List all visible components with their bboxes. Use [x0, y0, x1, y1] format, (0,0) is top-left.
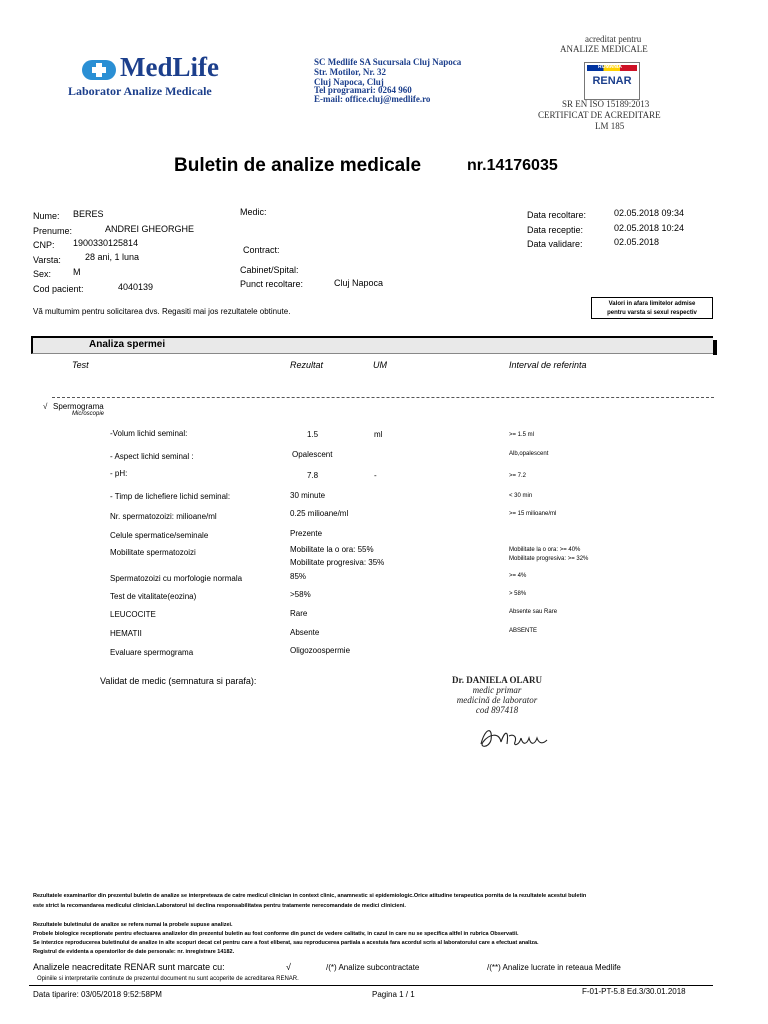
column-test: Test — [72, 360, 89, 370]
data-receptie-label: Data receptie: — [527, 225, 584, 235]
varsta-value: 28 ani, 1 luna — [85, 252, 140, 262]
page-title: Buletin de analize medicale — [174, 155, 422, 176]
row-result: Prezente — [290, 529, 323, 538]
row-um: ml — [374, 430, 383, 439]
row-result: >58% — [290, 590, 311, 599]
row-ref: < 30 min — [509, 493, 533, 499]
section-title: Analiza spermei — [89, 339, 166, 350]
group-name: Spermograma — [53, 402, 104, 411]
nume-label: Nume: — [33, 211, 60, 221]
medic-label: Medic: — [240, 207, 267, 217]
punct-recoltare-value: Cluj Napoca — [334, 278, 384, 288]
address-line-3: Cluj Napoca, Cluj — [314, 77, 384, 87]
row-ref: >= 15 milioane/ml — [509, 511, 557, 517]
renar-logo — [584, 62, 640, 100]
row-um: - — [374, 471, 377, 480]
row-result: 7.8 — [307, 471, 319, 480]
row-ref: > 58% — [509, 591, 527, 597]
data-recoltare-label: Data recoltare: — [527, 210, 587, 220]
column-um: UM — [373, 360, 387, 370]
column-rezultat: Rezultat — [290, 360, 324, 370]
section-header-shadow — [713, 340, 717, 355]
row-test: Nr. spermatozoizi: milioane/ml — [110, 512, 217, 521]
address-line-1: SC Medlife SA Sucursala Cluj Napoca — [314, 57, 462, 67]
accreditation-code: LM 185 — [595, 121, 625, 131]
footer-disclaimer-2: este strict la recomandarea medicului clinician.Laboratorul isi declina responsabilitatea pentru tratamente nerecomandate de medici clinicieni. — [33, 903, 406, 909]
row-result: Opalescent — [292, 450, 333, 459]
row-result: 0.25 milioane/ml — [290, 509, 349, 518]
renar-check-mark: √ — [286, 962, 291, 972]
stamp-specialty: medicină de laborator — [456, 695, 538, 705]
dashed-separator — [52, 397, 714, 398]
reference-note-box — [591, 297, 713, 319]
renar-country: ROMANIA — [598, 64, 622, 70]
column-interval: Interval de referinta — [509, 360, 587, 370]
accreditation-standard: SR EN ISO 15189:2013 — [562, 99, 650, 109]
row-ref: >= 1.5 ml — [509, 432, 535, 438]
row-result: Oligozoospermie — [290, 646, 351, 655]
row-test: HEMATII — [110, 629, 142, 638]
group-check-mark: √ — [43, 402, 48, 411]
page-number: Pagina 1 / 1 — [372, 990, 415, 999]
form-code: F-01-PT-5.8 Ed.3/30.01.2018 — [582, 987, 686, 996]
punct-recoltare-label: Punct recoltare: — [240, 279, 304, 289]
group-method: Microscopie — [72, 411, 105, 417]
row-test: - pH: — [110, 469, 128, 478]
row-result: 30 minute — [290, 491, 326, 500]
logo-subtitle: Laborator Analize Medicale — [68, 84, 212, 98]
stamp-title: medic primar — [472, 685, 522, 695]
handwritten-signature — [475, 722, 555, 752]
row-test: - Aspect lichid seminal : — [110, 452, 194, 461]
medlife-cross-icon — [82, 60, 116, 80]
row-ref: Absente sau Rare — [509, 609, 558, 615]
data-validare-value: 02.05.2018 — [614, 237, 660, 247]
row-test: Spermatozoizi cu morfologie normala — [110, 574, 243, 583]
nume-value: BERES — [73, 209, 104, 219]
stamp-doctor-name: Dr. DANIELA OLARU — [452, 675, 542, 685]
varsta-label: Varsta: — [33, 255, 61, 265]
cnp-label: CNP: — [33, 240, 55, 250]
row-test: - Timp de lichefiere lichid seminal: — [110, 492, 231, 501]
footer-note-1: Rezultatele buletinului de analize se refera numai la probele supuse analizei. — [33, 922, 233, 928]
row-result-secondary: Mobilitate progresiva: 35% — [290, 558, 385, 567]
row-test: Test de vitalitate(eozina) — [110, 592, 197, 601]
footer-note-3: Se interzice reproducerea buletinului de analize in alte scopuri decat cel pentru care a fost eliberat, sau reproducerea partiala a acestuia fara acordul scris al laboratorului care a efectuat analiza. — [33, 940, 539, 946]
row-ref: Alb,opalescent — [509, 451, 549, 457]
address-line-4: Tel programari: 0264 960 — [314, 85, 412, 95]
row-test: LEUCOCITE — [110, 610, 156, 619]
thanks-text: Vă multumim pentru solicitarea dvs. Regasiti mai jos rezultatele obtinute. — [33, 307, 291, 316]
footer-rule — [29, 985, 713, 986]
sex-label: Sex: — [33, 269, 52, 279]
prenume-value: ANDREI GHEORGHE — [105, 224, 195, 234]
subcontract-note: /(*) Analize subcontractate — [326, 963, 420, 972]
network-note: /(**) Analize lucrate in reteaua Medlife — [487, 963, 621, 972]
cnp-value: 1900330125814 — [73, 238, 139, 248]
address-line-2: Str. Motilor, Nr. 32 — [314, 67, 386, 77]
data-recoltare-value: 02.05.2018 09:34 — [614, 208, 685, 218]
row-result: 85% — [290, 572, 307, 581]
bulletin-number: nr.14176035 — [467, 157, 558, 174]
prenume-label: Prenume: — [33, 226, 73, 236]
sex-value: M — [73, 267, 81, 277]
validated-label: Validat de medic (semnatura si parafa): — [100, 676, 257, 686]
cabinet-label: Cabinet/Spital: — [240, 265, 299, 275]
row-ref: ABSENTE — [509, 628, 538, 634]
row-result: Absente — [290, 628, 320, 637]
row-ref: >= 7.2 — [509, 473, 527, 479]
row-test: Celule spermatice/seminale — [110, 531, 209, 540]
renar-marking-text: Analizele neacreditate RENAR sunt marcate cu: — [33, 962, 225, 972]
row-ref-secondary: Mobilitate progresiva: >= 32% — [509, 556, 589, 562]
row-result: 1.5 — [307, 430, 319, 439]
contract-label: Contract: — [243, 245, 280, 255]
data-receptie-value: 02.05.2018 10:24 — [614, 223, 685, 233]
row-result: Rare — [290, 609, 308, 618]
row-test: Mobilitate spermatozoizi — [110, 548, 196, 557]
data-validare-label: Data validare: — [527, 239, 583, 249]
reference-note-line-1: Valori in afara limitelor admise — [608, 301, 696, 307]
row-ref: Mobilitate la o ora: >= 40% — [509, 547, 581, 553]
row-test: -Volum lichid seminal: — [110, 429, 188, 438]
accreditation-top-2: ANALIZE MEDICALE — [560, 44, 648, 54]
logo-name: MedLife — [120, 52, 219, 82]
print-date: Data tiparire: 03/05/2018 9:52:58PM — [33, 990, 162, 999]
row-ref: >= 4% — [509, 573, 527, 579]
accreditation-certificate: CERTIFICAT DE ACREDITARE — [538, 110, 661, 120]
reference-note-line-2: pentru varsta si sexul respectiv — [607, 310, 697, 316]
stamp-code: cod 897418 — [475, 705, 519, 715]
row-result: Mobilitate la o ora: 55% — [290, 545, 374, 554]
row-test: Evaluare spermograma — [110, 648, 194, 657]
address-line-5: E-mail: office.cluj@medlife.ro — [314, 94, 431, 104]
cod-pacient-label: Cod pacient: — [33, 284, 84, 294]
section-header — [31, 336, 713, 354]
footer-disclaimer-1: Rezultatele examinarilor din prezentul buletin de analize se interpreteaza de catre medicul clinician in context clinic, anamnestic si epidemiologic.Orice atitudine terapeutica pornita de la rezultatele acestui buletin — [33, 893, 587, 899]
cod-pacient-value: 4040139 — [118, 282, 154, 292]
renar-word: RENAR — [592, 75, 632, 87]
accreditation-top-1: acreditat pentru — [585, 34, 642, 44]
opinions-note: Opiniile si interpretarile continute de prezentul document nu sunt acoperite de acreditarea RENAR. — [37, 976, 299, 982]
footer-note-2: Probele biologice receptionate pentru efectuarea analizelor din prezentul buletin au fost conforme din punct de vedere calitativ, in cazul in care nu se specifica altfel in rubrica Observatii. — [33, 931, 519, 937]
footer-note-4: Registrul de evidenta a operatorilor de date personale: nr. inregistrare 14182. — [33, 949, 235, 955]
doctor-stamp — [449, 675, 545, 715]
